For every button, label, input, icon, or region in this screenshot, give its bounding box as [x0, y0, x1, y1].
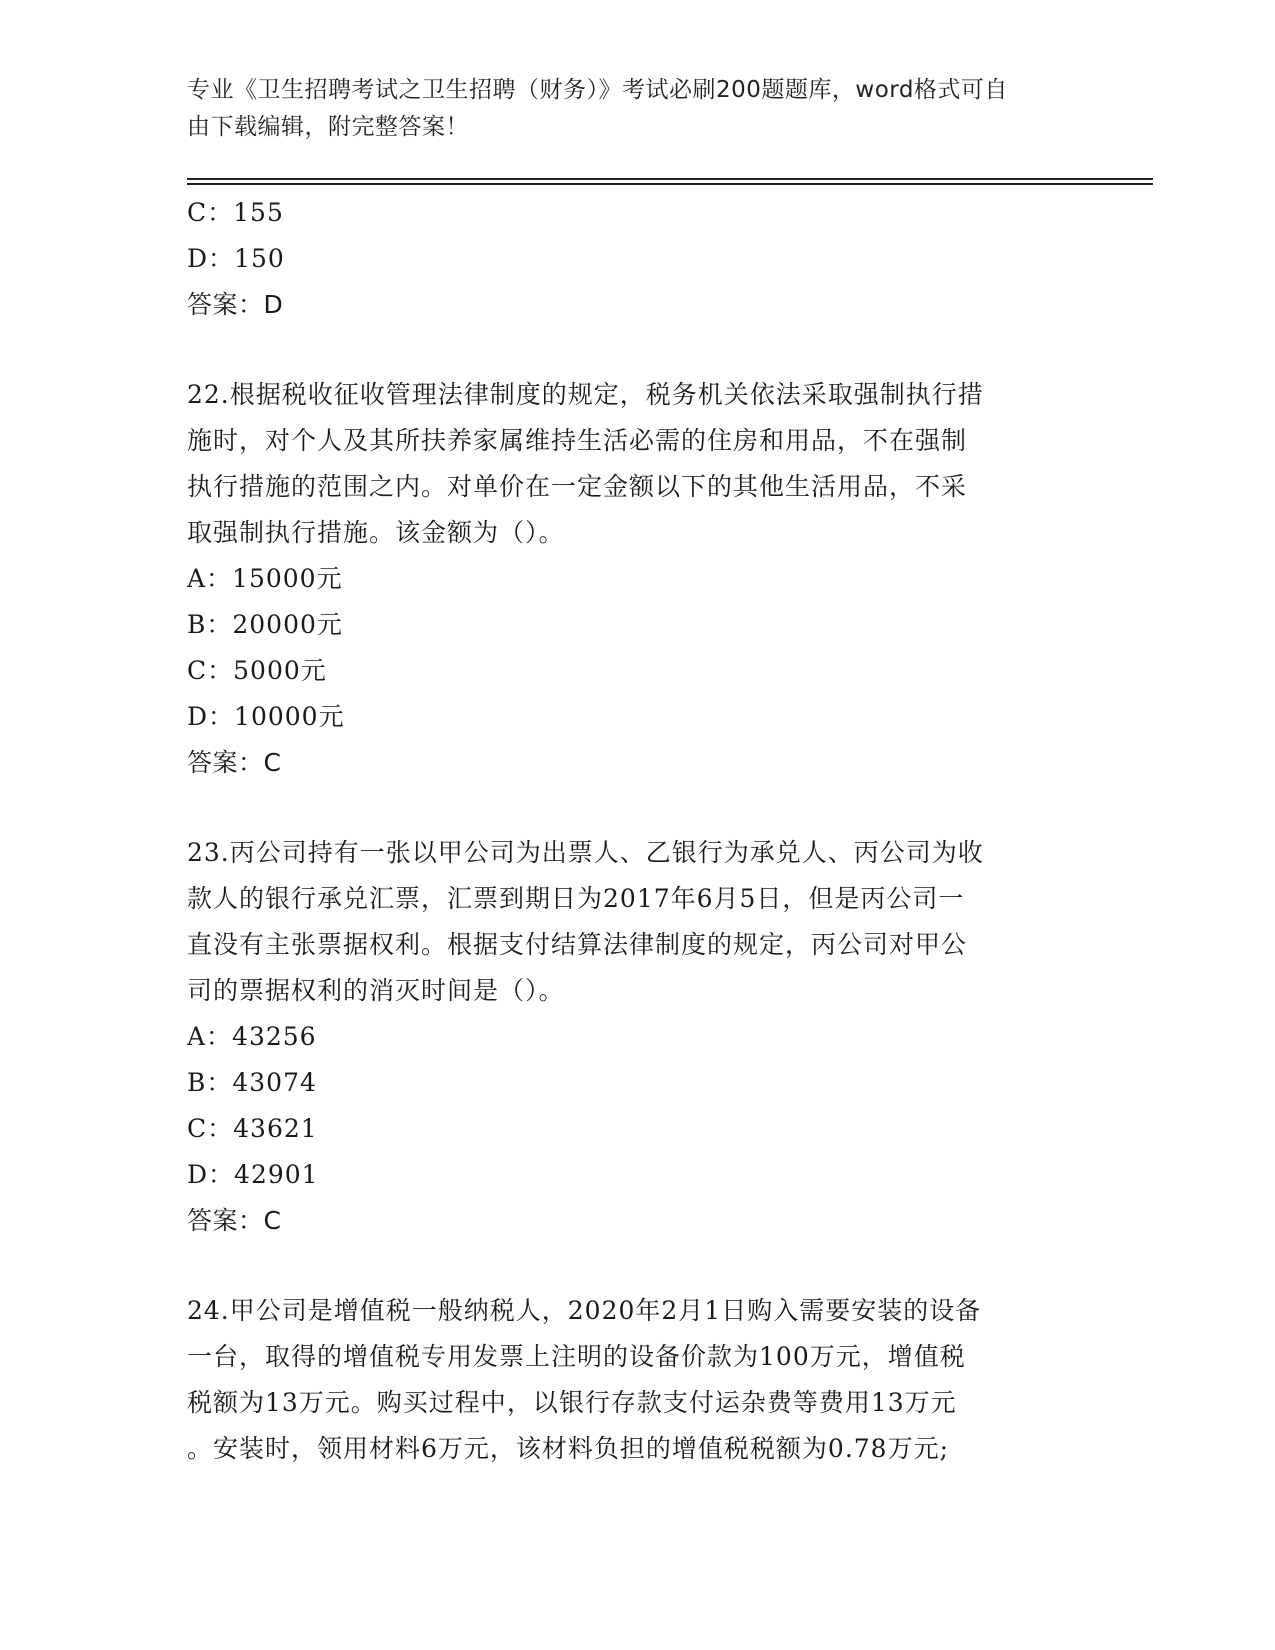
question-text-line: 执行措施的范围之内。对单价在一定金额以下的其他生活用品，不采	[187, 472, 968, 501]
question-text-line: 税额为13万元。购买过程中，以银行存款支付运杂费等费用13万元	[187, 1388, 957, 1417]
header-rule-top	[187, 178, 1153, 180]
option-c: C：43621	[187, 1114, 318, 1143]
question-text-line: 23.丙公司持有一张以甲公司为出票人、乙银行为承兑人、丙公司为收	[187, 838, 984, 867]
document-body	[187, 190, 1087, 1472]
question-22	[187, 372, 1087, 786]
question-text-line: 24.甲公司是增值税一般纳税人，2020年2月1日购入需要安装的设备	[187, 1296, 982, 1325]
answer: 答案：C	[187, 1206, 282, 1235]
question-text-line: 。安装时，领用材料6万元，该材料负担的增值税税额为0.78万元;	[187, 1434, 949, 1463]
question-24	[187, 1288, 1087, 1472]
answer: 答案：C	[187, 748, 282, 777]
question-23	[187, 830, 1087, 1244]
previous-question-tail	[187, 190, 1087, 328]
question-text-line: 一台，取得的增值税专用发票上注明的设备价款为100万元，增值税	[187, 1342, 966, 1371]
question-text-line: 取强制执行措施。该金额为（）。	[187, 518, 565, 547]
option-d: D：42901	[187, 1160, 319, 1189]
header-line-2: 由下载编辑，附完整答案！	[187, 114, 469, 140]
answer: 答案：D	[187, 290, 284, 319]
option-a: A：43256	[187, 1022, 317, 1051]
question-text-line: 司的票据权利的消灭时间是（）。	[187, 976, 565, 1005]
option-b: B：20000元	[187, 610, 343, 639]
question-text-line: 22.根据税收征收管理法律制度的规定，税务机关依法采取强制执行措	[187, 380, 984, 409]
option-d: D：150	[187, 244, 285, 273]
option-d: D：10000元	[187, 702, 345, 731]
question-text-line: 款人的银行承兑汇票，汇票到期日为2017年6月5日，但是丙公司一	[187, 884, 965, 913]
header-line-1: 专业《卫生招聘考试之卫生招聘（财务）》考试必刷200题题库，word格式可自	[187, 77, 1008, 103]
option-c: C：5000元	[187, 656, 327, 685]
question-text-line: 施时，对个人及其所扶养家属维持生活必需的住房和用品，不在强制	[187, 426, 968, 455]
option-c: C：155	[187, 198, 284, 227]
header-rule-bottom	[187, 183, 1153, 185]
option-b: B：43074	[187, 1068, 317, 1097]
question-text-line: 直没有主张票据权利。根据支付结算法律制度的规定，丙公司对甲公	[187, 930, 968, 959]
document-header	[187, 72, 1067, 146]
option-a: A：15000元	[187, 564, 343, 593]
